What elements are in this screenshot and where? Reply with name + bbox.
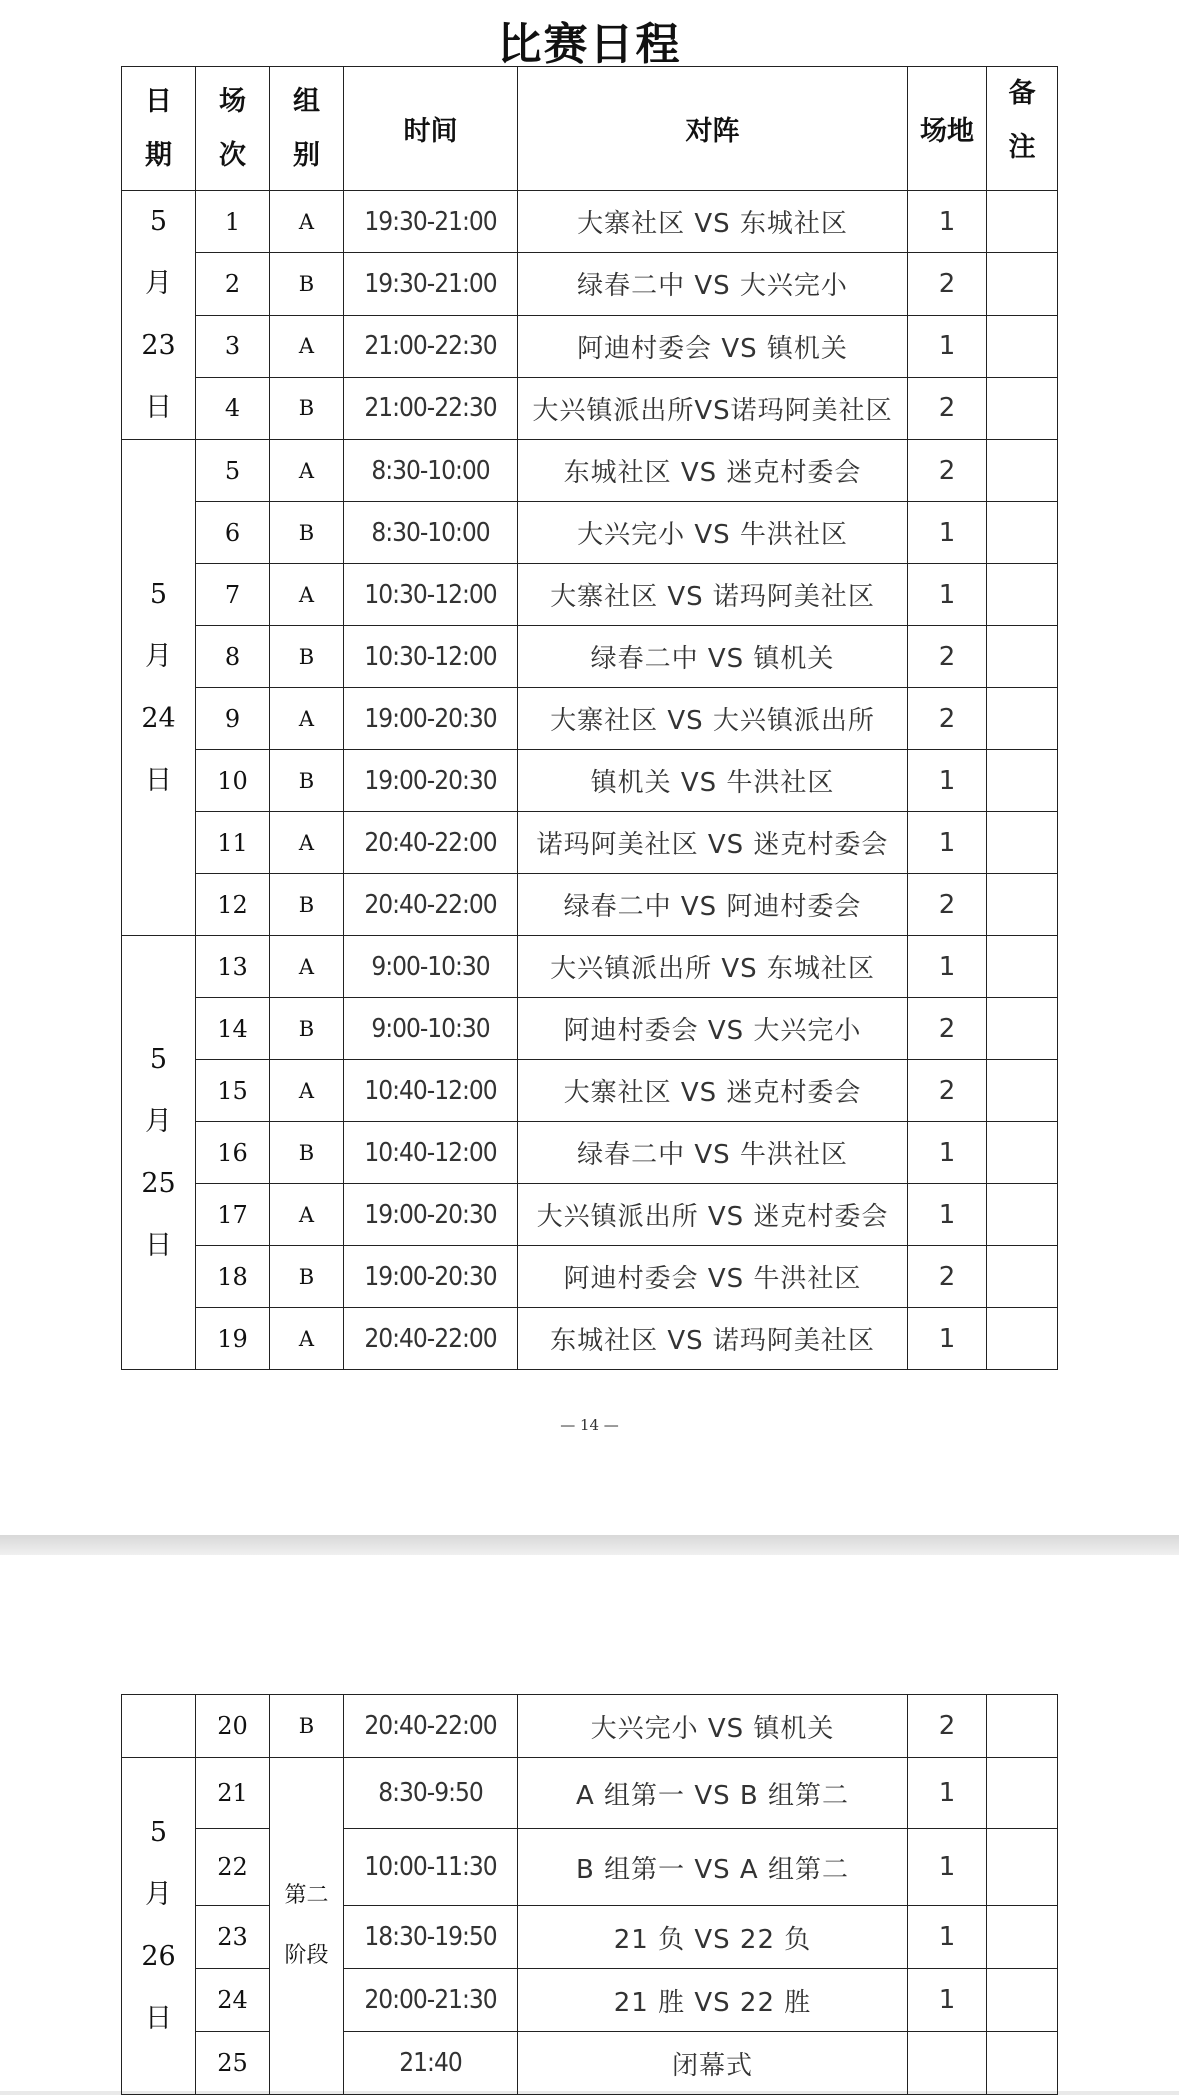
date-part: 5 [149, 1817, 168, 1848]
group: A [270, 564, 344, 626]
match-number: 11 [196, 812, 270, 874]
note [987, 1308, 1058, 1370]
note [987, 1246, 1058, 1308]
group: B [270, 502, 344, 564]
date-part: 5 [149, 1043, 168, 1075]
venue: 1 [908, 1122, 987, 1184]
schedule-table-continued [121, 1694, 1058, 2095]
time: 19:00-20:30 [344, 688, 518, 750]
time: 20:40-22:00 [344, 812, 518, 874]
matchup: 大兴完小 VS 镇机关 [518, 1695, 908, 1758]
note [987, 377, 1058, 439]
matchup: 镇机关 VS 牛洪社区 [518, 750, 908, 812]
date-part: 日 [145, 392, 172, 423]
match-number: 14 [196, 998, 270, 1060]
note [987, 1695, 1058, 1758]
table-row [122, 502, 1058, 564]
time: 21:00-22:30 [344, 315, 518, 377]
group: B [270, 626, 344, 688]
match-number: 12 [196, 874, 270, 936]
time: 10:00-11:30 [344, 1829, 518, 1906]
group: B [270, 377, 344, 439]
matchup: 21 胜 VS 22 胜 [518, 1969, 908, 2032]
venue: 1 [908, 502, 987, 564]
date-part: 5 [149, 578, 168, 610]
schedule-table [121, 66, 1058, 1370]
table-row [122, 1829, 1058, 1906]
matchup: 大兴镇派出所 VS 东城社区 [518, 936, 908, 998]
matchup: 绿春二中 VS 阿迪村委会 [518, 874, 908, 936]
table-row [122, 1308, 1058, 1370]
header-date: 日 期 [122, 67, 196, 191]
note [987, 1060, 1058, 1122]
note [987, 1969, 1058, 2032]
table-row [122, 1695, 1058, 1758]
matchup: 东城社区 VS 迷克村委会 [518, 440, 908, 502]
venue: 2 [908, 688, 987, 750]
time: 19:00-20:30 [344, 750, 518, 812]
venue: 1 [908, 1829, 987, 1906]
match-number: 21 [196, 1758, 270, 1829]
table-row [122, 998, 1058, 1060]
time: 19:30-21:00 [344, 191, 518, 253]
time: 8:30-9:50 [344, 1758, 518, 1829]
note [987, 1906, 1058, 1969]
venue: 1 [908, 1184, 987, 1246]
time: 10:40-12:00 [344, 1060, 518, 1122]
matchup: B 组第一 VS A 组第二 [518, 1829, 908, 1906]
group: A [270, 1308, 344, 1370]
header-group: 组 别 [270, 67, 344, 191]
group: B [270, 750, 344, 812]
header-time: 时间 [344, 67, 518, 191]
table-row [122, 1906, 1058, 1969]
group: A [270, 812, 344, 874]
note [987, 1184, 1058, 1246]
note [987, 1829, 1058, 1906]
date-part: 日 [145, 2003, 172, 2034]
date-cell [122, 440, 196, 936]
table-row [122, 874, 1058, 936]
table-row [122, 1184, 1058, 1246]
date-cell [122, 936, 196, 1370]
group: B [270, 253, 344, 315]
time: 21:00-22:30 [344, 377, 518, 439]
date-part: 月 [145, 1879, 172, 1910]
match-number: 13 [196, 936, 270, 998]
page-title: 比赛日程 [497, 19, 682, 70]
table-row [122, 377, 1058, 439]
note [987, 626, 1058, 688]
note [987, 191, 1058, 253]
match-number: 18 [196, 1246, 270, 1308]
date-part: 23 [141, 330, 176, 361]
matchup: 诺玛阿美社区 VS 迷克村委会 [518, 812, 908, 874]
note [987, 998, 1058, 1060]
venue: 2 [908, 998, 987, 1060]
matchup: 绿春二中 VS 大兴完小 [518, 253, 908, 315]
date-part: 25 [141, 1167, 176, 1199]
table-header-row [122, 67, 1058, 191]
time: 19:00-20:30 [344, 1246, 518, 1308]
match-number: 3 [196, 315, 270, 377]
table-row [122, 1758, 1058, 1829]
match-number: 16 [196, 1122, 270, 1184]
venue: 2 [908, 1246, 987, 1308]
note [987, 750, 1058, 812]
venue: 1 [908, 191, 987, 253]
matchup: 大寨社区 VS 东城社区 [518, 191, 908, 253]
header-matchup: 对阵 [518, 67, 908, 191]
group: B [270, 998, 344, 1060]
note [987, 440, 1058, 502]
matchup: 东城社区 VS 诺玛阿美社区 [518, 1308, 908, 1370]
note [987, 874, 1058, 936]
table-row [122, 564, 1058, 626]
stage-label-part: 阶段 [284, 1943, 329, 1968]
time: 19:00-20:30 [344, 1184, 518, 1246]
table-row [122, 812, 1058, 874]
table-row [122, 750, 1058, 812]
date-cell-empty [122, 1695, 196, 1758]
group: B [270, 1695, 344, 1758]
match-number: 2 [196, 253, 270, 315]
group: A [270, 936, 344, 998]
matchup: A 组第一 VS B 组第二 [518, 1758, 908, 1829]
group: B [270, 1246, 344, 1308]
date-cell [122, 1758, 196, 2095]
group: A [270, 440, 344, 502]
page-separator [0, 1535, 1179, 1555]
time: 20:40-22:00 [344, 1308, 518, 1370]
table-row [122, 688, 1058, 750]
table-row [122, 1246, 1058, 1308]
note [987, 688, 1058, 750]
venue: 1 [908, 1308, 987, 1370]
table-row [122, 253, 1058, 315]
time: 20:40-22:00 [344, 874, 518, 936]
time: 10:40-12:00 [344, 1122, 518, 1184]
matchup: 大兴完小 VS 牛洪社区 [518, 502, 908, 564]
time: 9:00-10:30 [344, 998, 518, 1060]
stage-label-part: 第二 [284, 1883, 329, 1908]
venue: 1 [908, 812, 987, 874]
note [987, 1122, 1058, 1184]
venue: 2 [908, 1695, 987, 1758]
time: 18:30-19:50 [344, 1906, 518, 1969]
time: 19:30-21:00 [344, 253, 518, 315]
group: A [270, 315, 344, 377]
matchup: 闭幕式 [518, 2032, 908, 2095]
date-part: 月 [145, 640, 172, 672]
note [987, 812, 1058, 874]
match-number: 10 [196, 750, 270, 812]
note [987, 315, 1058, 377]
header-match-no: 场 次 [196, 67, 270, 191]
match-number: 6 [196, 502, 270, 564]
match-number: 24 [196, 1969, 270, 2032]
match-number: 15 [196, 1060, 270, 1122]
match-number: 9 [196, 688, 270, 750]
date-part: 日 [145, 1229, 172, 1261]
table-row [122, 315, 1058, 377]
stage-cell [270, 1758, 344, 2095]
matchup: 绿春二中 VS 牛洪社区 [518, 1122, 908, 1184]
time: 8:30-10:00 [344, 440, 518, 502]
date-part: 月 [145, 1105, 172, 1137]
matchup: 阿迪村委会 VS 镇机关 [518, 315, 908, 377]
table-row [122, 1969, 1058, 2032]
match-number: 22 [196, 1829, 270, 1906]
match-number: 19 [196, 1308, 270, 1370]
note [987, 2032, 1058, 2095]
time: 9:00-10:30 [344, 936, 518, 998]
matchup: 21 负 VS 22 负 [518, 1906, 908, 1969]
venue: 2 [908, 377, 987, 439]
match-number: 8 [196, 626, 270, 688]
time: 10:30-12:00 [344, 626, 518, 688]
match-number: 25 [196, 2032, 270, 2095]
date-cell [122, 191, 196, 440]
time: 10:30-12:00 [344, 564, 518, 626]
venue: 2 [908, 874, 987, 936]
date-part: 26 [141, 1941, 176, 1972]
date-part: 5 [149, 206, 168, 237]
table-row [122, 1122, 1058, 1184]
table-row [122, 440, 1058, 502]
group: B [270, 1122, 344, 1184]
date-part: 日 [145, 764, 172, 796]
venue: 1 [908, 750, 987, 812]
matchup: 大兴镇派出所VS诺玛阿美社区 [518, 377, 908, 439]
venue: 2 [908, 440, 987, 502]
page-number: — 14 — [560, 1416, 619, 1434]
venue: 2 [908, 1060, 987, 1122]
table-row [122, 2032, 1058, 2095]
match-number: 17 [196, 1184, 270, 1246]
matchup: 阿迪村委会 VS 大兴完小 [518, 998, 908, 1060]
venue: 1 [908, 315, 987, 377]
matchup: 大寨社区 VS 大兴镇派出所 [518, 688, 908, 750]
group: B [270, 874, 344, 936]
note [987, 1758, 1058, 1829]
table-row [122, 626, 1058, 688]
time: 20:00-21:30 [344, 1969, 518, 2032]
header-venue: 场地 [908, 67, 987, 191]
table-row [122, 1060, 1058, 1122]
time: 8:30-10:00 [344, 502, 518, 564]
match-number: 23 [196, 1906, 270, 1969]
table-row [122, 191, 1058, 253]
matchup: 阿迪村委会 VS 牛洪社区 [518, 1246, 908, 1308]
note [987, 936, 1058, 998]
venue: 2 [908, 626, 987, 688]
venue: 1 [908, 1906, 987, 1969]
match-number: 7 [196, 564, 270, 626]
venue: 2 [908, 253, 987, 315]
table-row [122, 936, 1058, 998]
matchup: 大兴镇派出所 VS 迷克村委会 [518, 1184, 908, 1246]
matchup: 绿春二中 VS 镇机关 [518, 626, 908, 688]
date-part: 24 [141, 702, 176, 734]
group: A [270, 1184, 344, 1246]
time: 21:40 [344, 2032, 518, 2095]
venue: 1 [908, 936, 987, 998]
group: A [270, 1060, 344, 1122]
header-note: 备 注 [987, 67, 1058, 191]
group: A [270, 191, 344, 253]
note [987, 253, 1058, 315]
venue: 1 [908, 564, 987, 626]
match-number: 20 [196, 1695, 270, 1758]
venue: 1 [908, 1758, 987, 1829]
venue [908, 2032, 987, 2095]
matchup: 大寨社区 VS 迷克村委会 [518, 1060, 908, 1122]
note [987, 564, 1058, 626]
date-part: 月 [145, 268, 172, 299]
matchup: 大寨社区 VS 诺玛阿美社区 [518, 564, 908, 626]
match-number: 1 [196, 191, 270, 253]
group: A [270, 688, 344, 750]
time: 20:40-22:00 [344, 1695, 518, 1758]
match-number: 5 [196, 440, 270, 502]
match-number: 4 [196, 377, 270, 439]
note [987, 502, 1058, 564]
venue: 1 [908, 1969, 987, 2032]
